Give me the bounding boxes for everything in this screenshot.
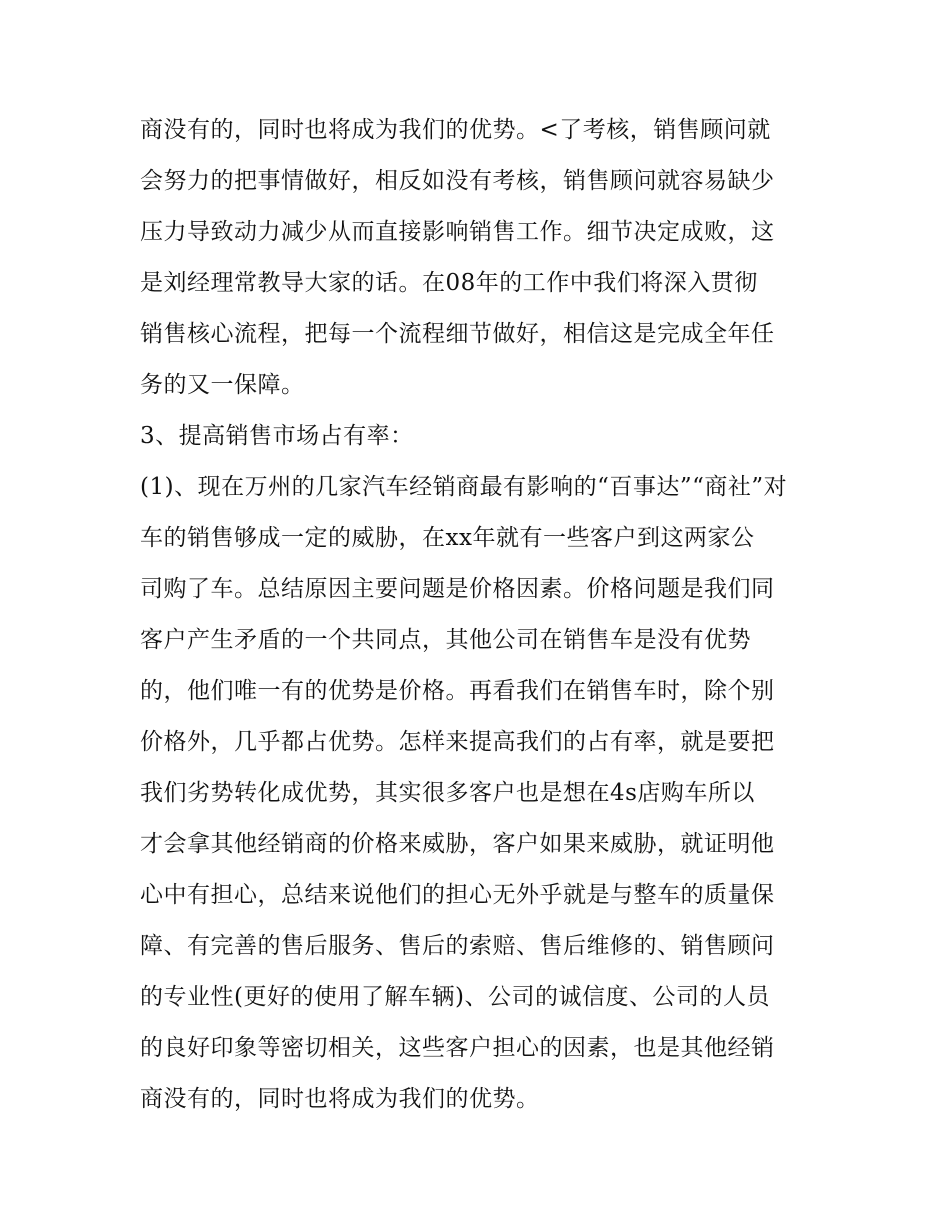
text-line: 的，他们唯一有的优势是价格。再看我们在销售车时，除个别 [140,678,775,704]
text-line: 商没有的，同时也将成为我们的优势。 [140,1086,540,1112]
text-line: 的专业性(更好的使用了解车辆)、公司的诚信度、公司的人员 [140,984,770,1010]
text-line: 是刘经理常教导大家的话。在08年的工作中我们将深入贯彻 [140,270,758,296]
text-line: 销售核心流程，把每一个流程细节做好，相信这是完成全年任 [140,321,775,347]
text-line: 司购了车。总结原因主要问题是价格因素。价格问题是我们同 [140,576,775,602]
text-line: 的良好印象等密切相关，这些客户担心的因素，也是其他经销 [140,1035,775,1061]
text-line: 务的又一保障。 [140,372,305,398]
text-line: 会努力的把事情做好，相反如没有考核，销售顾问就容易缺少 [140,168,775,194]
text-line: 才会拿其他经销商的价格来威胁，客户如果来威胁，就证明他 [140,831,775,857]
text-line: 车的销售够成一定的威胁，在xx年就有一些客户到这两家公 [140,525,755,551]
text-line: 障、有完善的售后服务、售后的索赔、售后维修的、销售顾问 [140,933,775,959]
text-line: 客户产生矛盾的一个共同点，其他公司在销售车是没有优势 [140,627,751,653]
text-line: 心中有担心，总结来说他们的担心无外乎就是与整车的质量保 [140,882,775,908]
text-line: (1)、现在万州的几家汽车经销商最有影响的“百事达”“商社”对 [140,474,788,500]
text-line: 商没有的，同时也将成为我们的优势。<了考核，销售顾问就 [140,117,771,143]
document-body [140,108,820,1128]
text-line: 价格外，几乎都占优势。怎样来提高我们的占有率，就是要把 [140,729,775,755]
section-heading: 3、提高销售市场占有率： [140,423,414,449]
text-line: 压力导致动力减少从而直接影响销售工作。细节决定成败，这 [140,219,775,245]
text-line: 我们劣势转化成优势，其实很多客户也是想在4s店购车所以 [140,780,755,806]
